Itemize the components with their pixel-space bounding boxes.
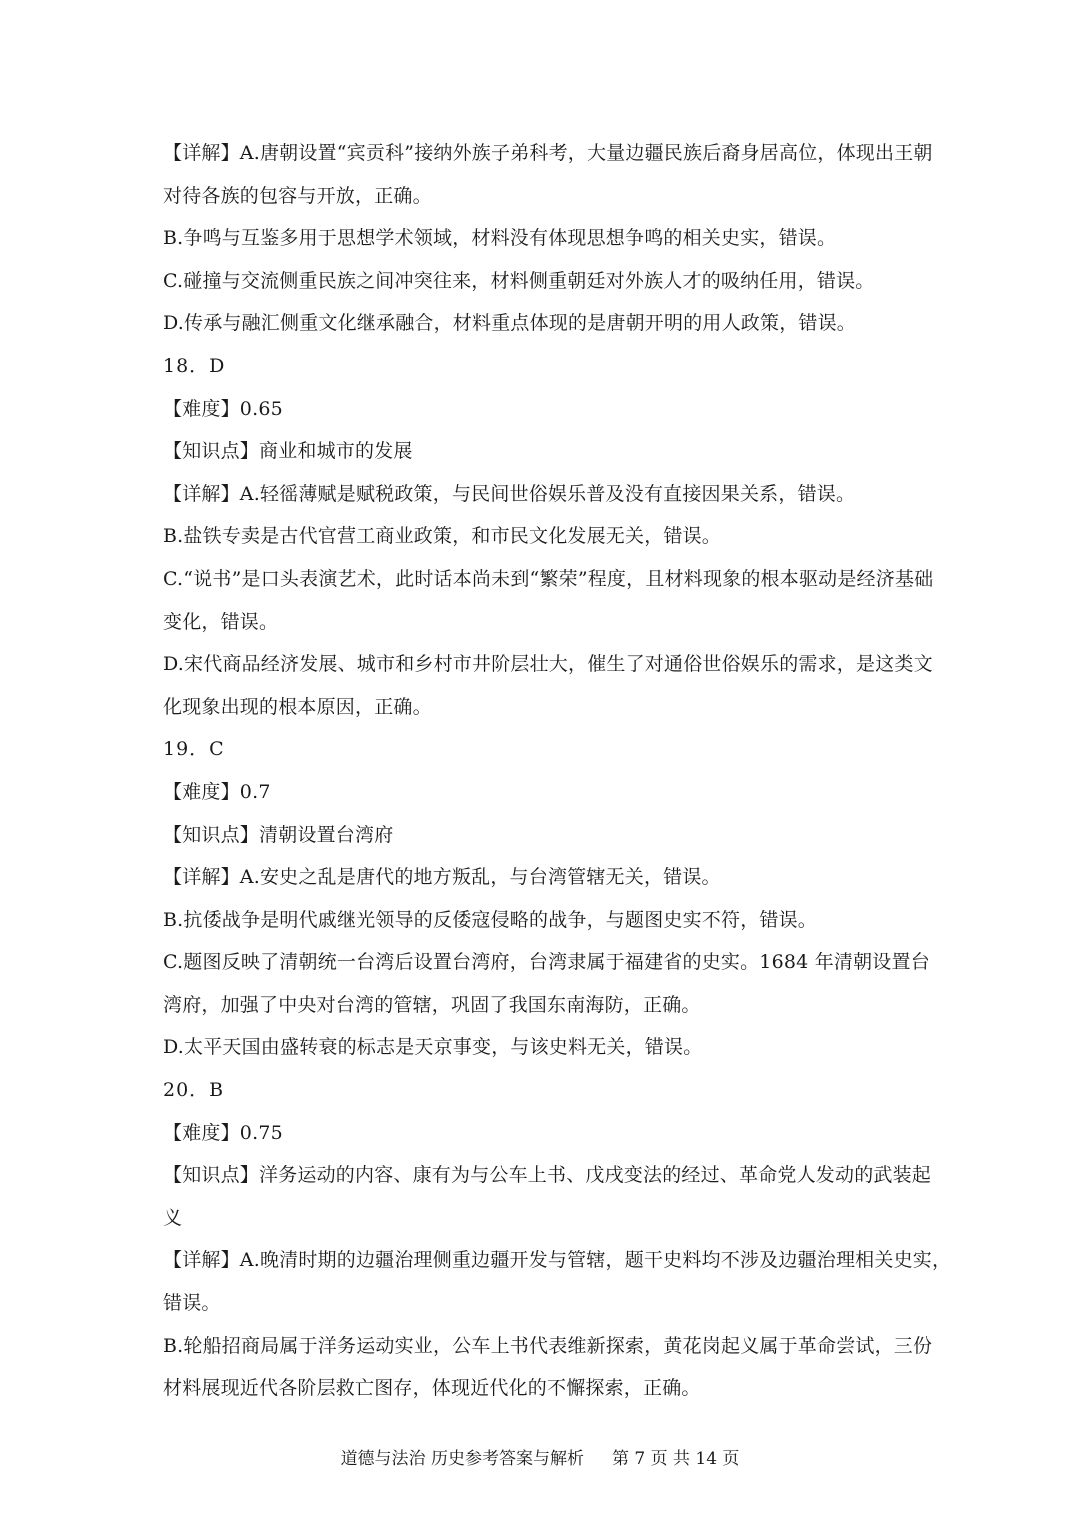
- knowledge-point-line: 【知识点】洋务运动的内容、康有为与公车上书、戊戌变法的经过、革命党人发动的武装起: [163, 1164, 932, 1187]
- text-line: 材料展现近代各阶层救亡图存，体现近代化的不懈探索，正确。: [163, 1377, 701, 1400]
- text-line: 【详解】A.晚清时期的边疆治理侧重边疆开发与管辖，题干史料均不涉及边疆治理相关史实，: [163, 1249, 952, 1272]
- text-line: D.宋代商品经济发展、城市和乡村市井阶层壮大，催生了对通俗世俗娱乐的需求，是这类文: [163, 653, 933, 676]
- difficulty-line: 【难度】0.75: [163, 1121, 283, 1144]
- text-line: 错误。: [163, 1292, 221, 1315]
- page-footer: [0, 1447, 1080, 1471]
- text-line: C.“说书”是口头表演艺术，此时话本尚未到“繁荣”程度，且材料现象的根本驱动是经济基础: [163, 567, 934, 590]
- question-answer-20: 20．B: [163, 1079, 225, 1102]
- question-answer-19: 19．C: [163, 738, 225, 761]
- text-line: 化现象出现的根本原因，正确。: [163, 695, 432, 718]
- text-line: 义: [163, 1206, 183, 1229]
- text-line: C.碰撞与交流侧重民族之间冲突往来，材料侧重朝廷对外族人才的吸纳任用，错误。: [163, 269, 875, 292]
- text-line: B.争鸣与互鉴多用于思想学术领域，材料没有体现思想争鸣的相关史实，错误。: [163, 227, 837, 250]
- knowledge-point-line: 【知识点】商业和城市的发展: [163, 440, 413, 463]
- text-line: B.轮船招商局属于洋务运动实业，公车上书代表维新探索，黄花岗起义属于革命尝试，三份: [163, 1334, 933, 1357]
- text-line: 【详解】A.唐朝设置“宾贡科”接纳外族子弟科考，大量边疆民族后裔身居高位，体现出王朝: [163, 142, 933, 164]
- text-line: 湾府，加强了中央对台湾的管辖，巩固了我国东南海防，正确。: [163, 993, 701, 1016]
- knowledge-point-line: 【知识点】清朝设置台湾府: [163, 823, 394, 846]
- footer-subject: 道德与法治 历史参考答案与解析: [340, 1449, 584, 1469]
- text-line: B.抗倭战争是明代戚继光领导的反倭寇侵略的战争，与题图史实不符，错误。: [163, 908, 818, 931]
- text-line: 对待各族的包容与开放，正确。: [163, 184, 432, 207]
- text-line: D.传承与融汇侧重文化继承融合，材料重点体现的是唐朝开明的用人政策，错误。: [163, 312, 856, 335]
- difficulty-line: 【难度】0.7: [163, 780, 271, 803]
- text-line: B.盐铁专卖是古代官营工商业政策，和市民文化发展无关，错误。: [163, 525, 722, 548]
- text-line: 变化，错误。: [163, 610, 279, 633]
- question-answer-18: 18．D: [163, 354, 226, 377]
- difficulty-line: 【难度】0.65: [163, 397, 283, 420]
- answer-explanation-body: [163, 132, 952, 1410]
- text-line: C.题图反映了清朝统一台湾后设置台湾府，台湾隶属于福建省的史实。1684 年清朝设置台: [163, 951, 930, 974]
- text-line: 【详解】A.安史之乱是唐代的地方叛乱，与台湾管辖无关，错误。: [163, 866, 721, 889]
- text-line: D.太平天国由盛转衰的标志是天京事变，与该史料无关，错误。: [163, 1036, 703, 1059]
- text-line: 【详解】A.轻徭薄赋是赋税政策，与民间世俗娱乐普及没有直接因果关系，错误。: [163, 482, 856, 505]
- footer-page-number: 第 7 页 共 14 页: [611, 1449, 740, 1469]
